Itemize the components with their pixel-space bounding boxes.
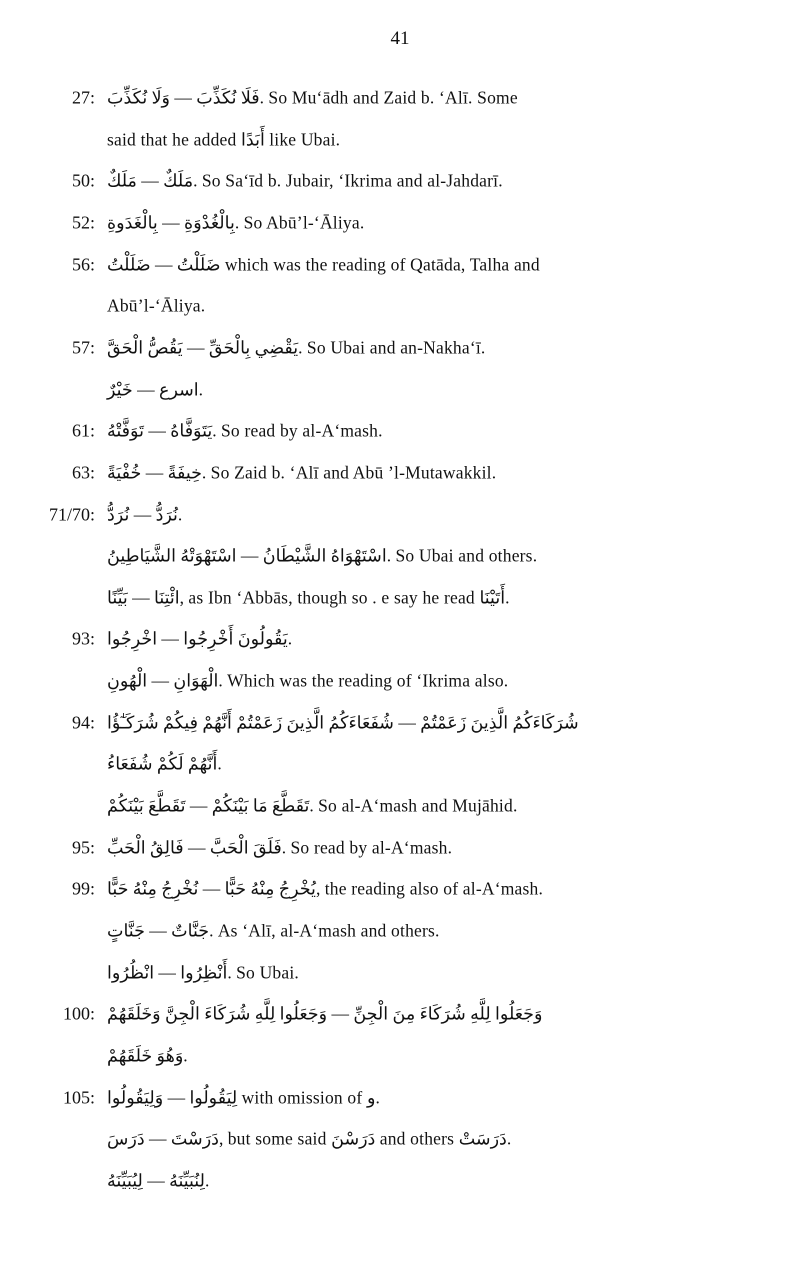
- verse-number: 50:: [71, 170, 95, 191]
- line-content: أَنْظِرُوا — انْظُرُوا. So Ubai.: [107, 962, 299, 983]
- line-content: تَقَطَّعَ مَا بَيْنَكُمْ — تَقَطَّعَ بَيْنَكُمْ. So al-A‘mash and Mujāhid.: [107, 795, 518, 816]
- text-line: [0, 578, 800, 618]
- text-line: [0, 953, 800, 993]
- text-line: [0, 203, 800, 243]
- text-line: [0, 245, 800, 285]
- line-content: لِنُبَيِّنَهُ — لِيُبَيِّنَهُ.: [107, 1170, 210, 1191]
- page-number: 41: [390, 28, 410, 49]
- line-content: يَتَوَفَّاهُ — تَوَفَّتْهُ. So read by al-A‘mash.: [107, 420, 383, 441]
- verse-number: 100:: [62, 1003, 95, 1024]
- verse-number: 95:: [71, 837, 95, 858]
- text-line: [0, 370, 800, 410]
- verse-number: 94:: [71, 712, 95, 733]
- line-content: دَرَسْتَ — دَرَسَ, but some said دَرَسْنَ and others دَرَسَتْ.: [107, 1128, 512, 1149]
- text-line: [0, 911, 800, 951]
- text-line: [0, 411, 800, 451]
- text-line: [0, 120, 800, 160]
- text-line: [0, 828, 800, 868]
- line-content: Abū’l-‘Āliya.: [107, 295, 206, 316]
- line-content: خِيفَةً — خُفْيَةً. So Zaid b. ‘Alī and Abū ’l-Mutawakkil.: [107, 462, 497, 483]
- verse-number: 52:: [71, 212, 95, 233]
- verse-number: 93:: [71, 628, 95, 649]
- text-line: [0, 619, 800, 659]
- line-content: يَقْضِي بِالْحَقِّ — يَقُصُّ الْحَقَّ. So Ubai and an-Nakha‘ī.: [107, 337, 486, 358]
- line-content: ضَلَلْتُ — ضَلَلْتُ which was the reading of Qatāda, Talha and: [107, 254, 540, 275]
- line-content: جَنَّاتٌ — جَنَّاتٍ. As ‘Alī, al-A‘mash and others.: [107, 920, 440, 941]
- text-line: [0, 744, 800, 784]
- line-content: وَهُوَ خَلَقَهُمْ.: [107, 1045, 188, 1066]
- line-content: اسْتَهْوَاهُ الشَّيْطَانُ — اسْتَهْوَتْهُ الشَّيَاطِينُ. So Ubai and others.: [107, 545, 538, 566]
- verse-number: 61:: [71, 420, 95, 441]
- verse-number: 99:: [71, 878, 95, 899]
- line-content: فَلَا نُكَذِّبَ — وَلَا نُكَذِّبَ. So Mu‘ādh and Zaid b. ‘Alī. Some: [107, 87, 518, 108]
- text-line: [0, 661, 800, 701]
- line-content: اسرع — خَيْرٌ.: [107, 379, 204, 400]
- verse-number: 57:: [71, 337, 95, 358]
- text-line: [0, 1161, 800, 1201]
- text-line: [0, 78, 800, 118]
- verse-number: 105:: [62, 1087, 95, 1108]
- line-content: مَلَكٌ — مَلَكٌ. So Sa‘īd b. Jubair, ‘Ikrima and al-Jahdarī.: [107, 170, 503, 191]
- text-line: [0, 786, 800, 826]
- text-line: [0, 703, 800, 743]
- line-content: لِيَقُولُوا — وَلِيَقُولُوا with omission of و.: [107, 1087, 380, 1108]
- verse-number: 56:: [71, 254, 95, 275]
- text-line: [0, 495, 800, 535]
- line-content: ائْتِنَا — بَيِّنًا, as Ibn ‘Abbās, though so . e say he read أَتَيْنَا.: [107, 587, 510, 608]
- line-content: نُرَدُّ — نُرَدُّ.: [107, 504, 183, 524]
- text-line: [0, 1119, 800, 1159]
- line-content: شُرَكَاءَكُمُ الَّذِينَ زَعَمْتُمْ — شُفَعَاءَكُمُ الَّذِينَ زَعَمْتُمْ أَنَّهُمْ فِيكُمْ شُرَكَـٰٓؤُا: [107, 712, 579, 733]
- text-line: [0, 1078, 800, 1118]
- line-content: أَنَّهُمْ لَكُمْ شُفَعَاءُ.: [107, 753, 222, 774]
- line-content: الْهَوَانِ — الْهُونِ. Which was the reading of ‘Ikrima also.: [107, 670, 509, 691]
- text-line: [0, 328, 800, 368]
- line-content: وَجَعَلُوا لِلَّهِ شُرَكَاءَ مِنَ الْجِنِّ — وَجَعَلُوا لِلَّهِ شُرَكَاءَ الْجِنَّ وَخَلَقَهُمْ: [107, 1003, 543, 1024]
- text-line: [0, 536, 800, 576]
- text-line: [0, 453, 800, 493]
- line-content: بِالْغُدْوَةِ — بِالْغَدَوةِ. So Abū’l-‘Āliya.: [107, 212, 365, 233]
- text-line: [0, 286, 800, 326]
- line-content: يُخْرِجُ مِنْهُ حَبًّا — نُخْرِجُ مِنْهُ حَبًّا, the reading also of al-A‘mash.: [107, 878, 544, 899]
- text-line: [0, 869, 800, 909]
- verse-number: 71/70:: [48, 504, 95, 524]
- line-content: يَقُولُونَ أَخْرِجُوا — اخْرِجُوا.: [107, 628, 293, 649]
- text-line: [0, 1036, 800, 1076]
- line-content: said that he added أَبَدًا like Ubai.: [107, 129, 341, 150]
- verse-number: 27:: [71, 87, 95, 108]
- verse-number: 63:: [71, 462, 95, 483]
- text-line: [0, 994, 800, 1034]
- text-line: [0, 161, 800, 201]
- line-content: فَلَقَ الْحَبَّ — فَالِقُ الْحَبِّ. So read by al-A‘mash.: [107, 837, 453, 858]
